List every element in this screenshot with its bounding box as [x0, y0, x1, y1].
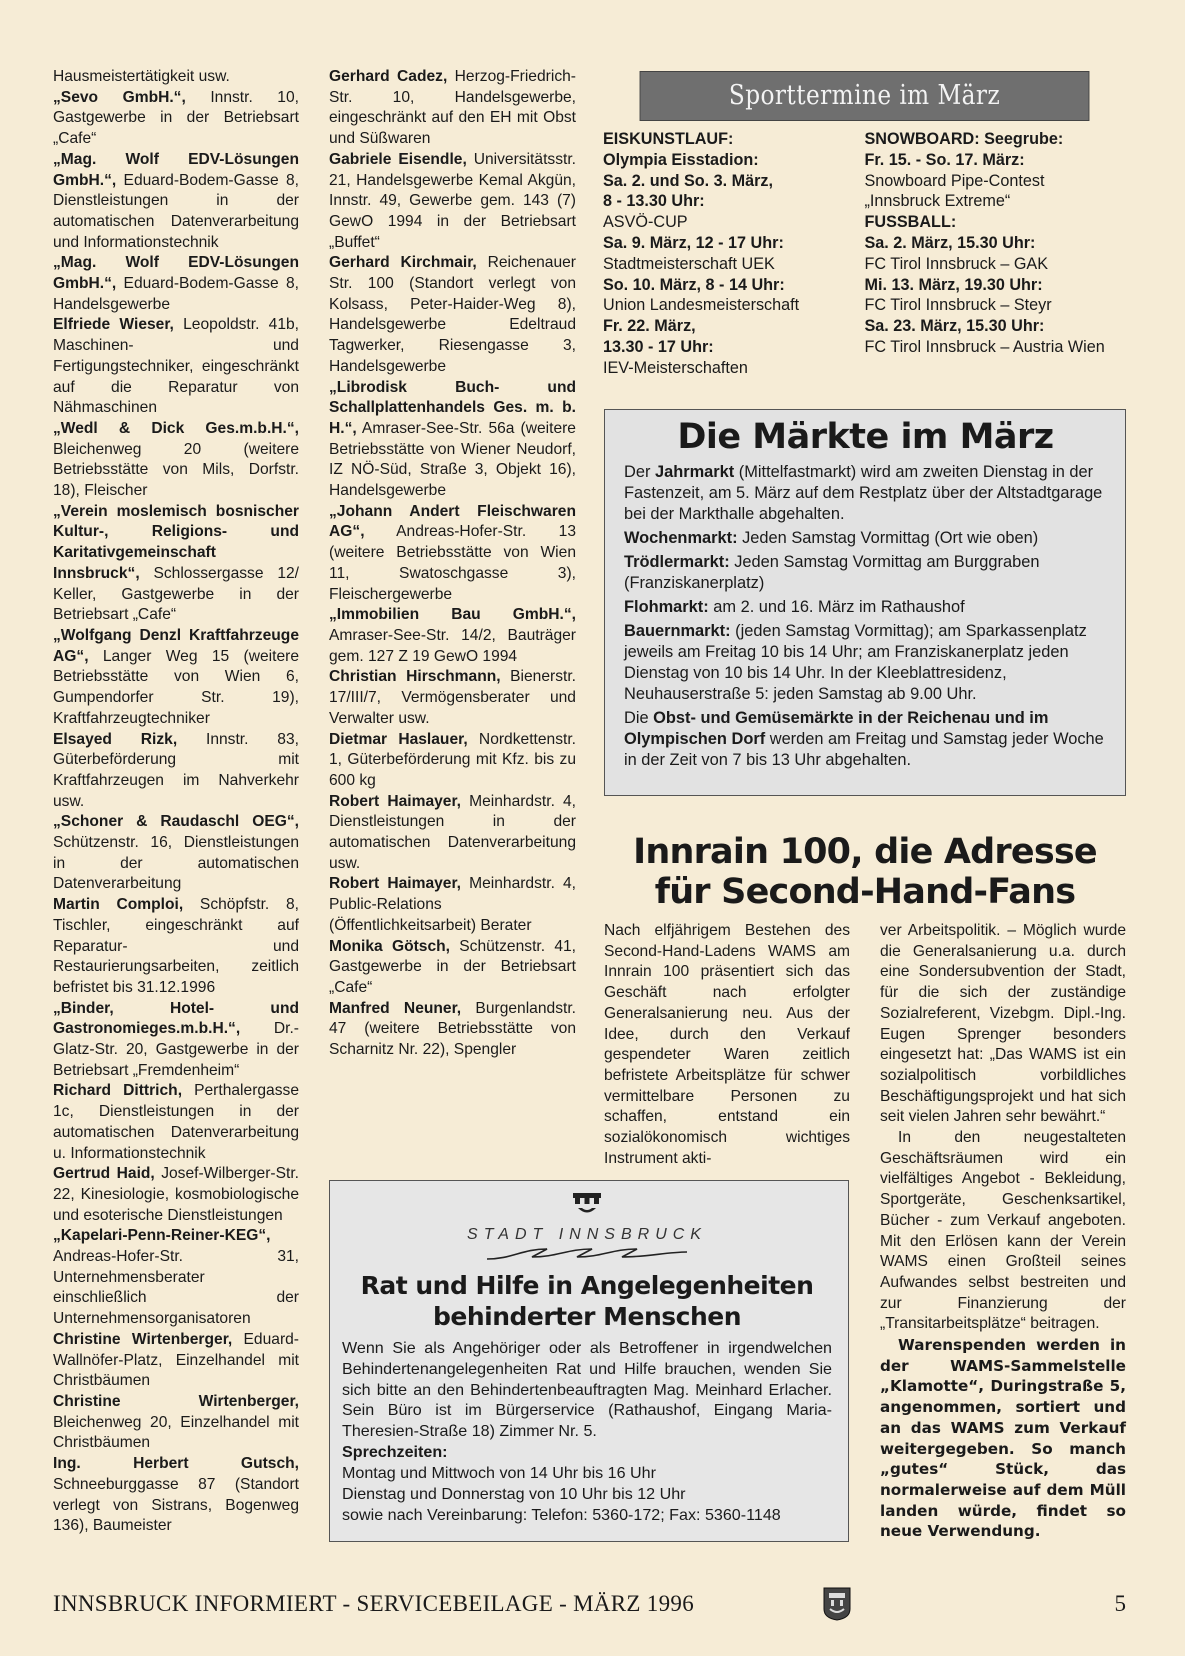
market-entry	[624, 462, 1107, 525]
business-details: Bienerstr. 17/III/7, Vermögensberater und Verwalter usw.	[329, 668, 577, 727]
market-details: Jeden Samstag Vormittag (Ort wie oben)	[737, 529, 1039, 547]
business-name: „Binder, Hotel- und Gastronomieges.m.b.H.“,	[53, 999, 299, 1038]
business-details: Eduard-Bodem-Gasse 8, Handelsgewerbe	[53, 275, 299, 313]
business-name: „Sevo GmbH.“,	[53, 88, 186, 106]
business-name: „Immobilien Bau GmbH.“,	[329, 606, 576, 624]
business-list-column-2	[329, 67, 576, 1061]
business-name: Gabriele Eisendle,	[329, 150, 467, 168]
sport-date-line: 13.30 - 17 Uhr:	[603, 337, 714, 356]
business-entry	[329, 150, 576, 254]
business-entry	[329, 937, 576, 999]
sport-date-line: 8 - 13.30 Uhr:	[603, 192, 705, 211]
market-name: Obst- und Gemüsemärkte in der Reichenau und im Olympischen Dorf	[624, 709, 1049, 748]
business-entry	[329, 502, 576, 606]
market-details: werden am Freitag und Samstag jeder Woche in der Zeit von 7 bis 13 Uhr abgehalten.	[624, 730, 1104, 769]
business-entry	[53, 253, 299, 315]
business-details: Nordkettenstr. 1, Güterbeförderung mit Kfz. bis zu 600 kg	[329, 730, 576, 789]
sport-dates-right	[865, 129, 1127, 379]
business-details: Schöpfstr. 8, Tischler, eingeschränkt auf Reparatur- und Restaurierungsarbeiten, zeitlich befristet bis 31.12.1996	[53, 896, 299, 996]
market-details: (jeden Samstag Vormittag); am Sparkassenplatz jeweils am Freitag 10 bis 14 Uhr; am Franziskanerplatz jeden Dienstag von 10 bis 14 Uhr. In der Kleeblattresidenz, Neuhauserstraße 5: jeden Samstag ab 9.00 Uhr.	[624, 622, 1087, 703]
business-details: Meinhardstr. 4, Public-Relations (Öffentlichkeitsarbeit) Berater	[329, 875, 576, 934]
market-name: Wochenmarkt:	[624, 529, 738, 547]
business-details: Andreas-Hofer-Str. 13 (weitere Betriebsstätte von Wien 11, Swatoschgasse 3), Fleischergewerbe	[329, 523, 576, 603]
market-entry	[624, 528, 1107, 549]
business-name: Ing. Herbert Gutsch,	[53, 1455, 299, 1473]
business-name: Christine Wirtenberger,	[53, 1330, 233, 1348]
sport-date-line: FC Tirol Innsbruck – Steyr	[864, 296, 1052, 315]
business-entry	[53, 1164, 299, 1226]
innrain-paragraph-2: In den neugestalteten Geschäftsräumen wird ein vielfältiges Angebot - Bekleidung, Sportgeräte, Geschenksartikel, Bücher - zum Verkauf angeboten. Mit den Erlösen kann der Verein WAMS einen Großteil seines Aufwandes selbst bestreiten und zur Finanzierung der „Transitarbeitsplätze“ beitragen.	[880, 1129, 1126, 1333]
market-details: (Mittelfastmarkt) wird am zweiten Dienstag in der Fastenzeit, am 5. März auf dem Restplatz über der Altstadtgarage bei der Markthalle abgehalten.	[624, 463, 1103, 523]
business-name: „Verein moslemisch bosnischer Kultur-, Religions- und Karitativgemeinschaft Innsbruck“,	[53, 502, 299, 582]
business-details: Perthalergasse 1c, Dienstleistungen in der automatischen Datenverarbeitung u. Informationstechnik	[53, 1082, 299, 1162]
business-details: Eduard-Wallnöfer-Platz, Einzelhandel mit Christbäumen	[53, 1330, 300, 1390]
business-details: Amraser-See-Str. 56a (weitere Betriebsstätte von Wiener Neudorf, IZ NÖ-Süd, Straße 3, Objekt 16), Handelsgewerbe	[329, 419, 576, 500]
business-details: Hausmeistertätigkeit usw.	[53, 68, 230, 85]
business-entry	[53, 419, 299, 502]
business-details: Reichenauer Str. 100 (Standort verlegt von Kolsass, Peter-Haider-Weg 8), Handelsgewerbe Edeltraud Tagwerker, Riesengasse 3, Handelsgewerbe	[329, 254, 576, 375]
business-entry	[53, 1081, 299, 1164]
business-entry	[53, 502, 299, 626]
business-entry	[329, 605, 576, 667]
office-hours-line-3: sowie nach Vereinbarung: Telefon: 5360-172; Fax: 5360-1148	[342, 1505, 781, 1524]
business-entry	[53, 812, 299, 895]
footer-title: INNSBRUCK INFORMIERT - SERVICEBEILAGE - MÄRZ 1996	[53, 1591, 695, 1616]
markets-box	[604, 409, 1126, 796]
business-name: „Mag. Wolf EDV-Lösungen GmbH.“,	[53, 150, 299, 189]
business-entry	[53, 1392, 299, 1454]
business-details: Amraser-See-Str. 14/2, Bauträger gem. 127 Z 19 GewO 1994	[329, 626, 576, 665]
sport-date-line: Fr. 22. März,	[603, 317, 696, 336]
business-entry	[329, 67, 576, 150]
business-name: „Librodisk Buch- und Schallplattenhandels Ges. m. b. H.“,	[329, 378, 576, 437]
market-entry	[624, 708, 1107, 771]
business-name: „Schoner & Raudaschl OEG“,	[53, 813, 299, 831]
business-entry	[329, 999, 576, 1061]
sport-date-line: FUSSBALL:	[864, 213, 957, 232]
business-entry	[53, 999, 299, 1082]
innrain-article-col-1: Nach elfjährigem Bestehen des Second-Hand-Ladens WAMS am Innrain 100 präsentiert sich das Geschäft nach erfolgter Generalsanierung neu. Aus der Idee, durch den Verkauf gespendeter Waren zeitlich befristete Arbeitsplätze für schwer vermittelbare Personen zu schaffen, entstand ein sozialökonomisch wichtiges Instrument akti-	[604, 922, 850, 1167]
office-hours-line-2: Dienstag und Donnerstag von 10 Uhr bis 12 Uhr	[342, 1485, 686, 1504]
business-details: Bleichenweg 20, Einzelhandel mit Christbäumen	[53, 1413, 299, 1452]
business-name: Christian Hirschmann,	[329, 668, 501, 686]
business-details: Herzog-Friedrich-Str. 10, Handelsgewerbe, eingeschränkt auf den EH mit Obst und Süßwaren	[329, 68, 576, 148]
sport-date-line: Sa. 23. März, 15.30 Uhr:	[864, 317, 1045, 336]
business-entry	[329, 730, 576, 792]
business-details: Bleichenweg 20 (weitere Betriebsstätte von Mils, Dorfstr. 18), Fleischer	[53, 440, 299, 500]
innrain-article-title	[604, 832, 1126, 912]
innrain-title-line-1: Innrain 100, die Adresse	[633, 832, 1097, 872]
business-entry	[53, 67, 299, 88]
sport-date-line: ASVÖ-CUP	[603, 213, 688, 232]
business-details: Langer Weg 15 (weitere Betriebsstätte von Wien 6, Gumpendorfer Str. 19), Kraftfahrzeugtechniker	[53, 647, 299, 727]
business-name: „Johann Andert Fleischwaren AG“,	[329, 502, 576, 541]
page-footer	[53, 1584, 1126, 1624]
business-details: Innstr. 10, Gastgewerbe in der Betriebsart „Cafe“	[53, 88, 299, 148]
business-name: Christine Wirtenberger,	[53, 1393, 299, 1410]
sport-dates-box	[603, 71, 1126, 379]
business-name: Dietmar Haslauer,	[329, 730, 468, 748]
city-crest-icon	[823, 1587, 851, 1634]
business-details: Andreas-Hofer-Str. 31, Unternehmensberater einschließlich der Unternehmensorganisatoren	[53, 1248, 299, 1328]
city-name: STADT INNSBRUCK	[467, 1225, 707, 1243]
business-details: Schützenstr. 16, Dienstleistungen in der automatischen Datenverarbeitung	[53, 834, 299, 893]
page-number: 5	[1114, 1591, 1126, 1616]
business-name: Gertrud Haid,	[53, 1165, 155, 1183]
wave-ornament-icon	[342, 1246, 832, 1268]
business-entry	[329, 874, 576, 936]
innsbruck-logo-icon	[342, 1191, 832, 1223]
business-entry	[53, 150, 299, 254]
disability-help-title	[342, 1270, 832, 1332]
market-details: Jeden Samstag Vormittag am Burggraben (Franziskanerplatz)	[624, 553, 1040, 592]
business-entry	[53, 88, 299, 150]
business-entry	[53, 315, 299, 419]
sport-date-line: Sa. 2. März, 15.30 Uhr:	[864, 233, 1036, 252]
innrain-article-col-2	[880, 921, 1126, 1542]
business-details: Eduard-Bodem-Gasse 8, Dienstleistungen in der automatischen Datenverarbeitung und Informationstechnik	[53, 171, 299, 251]
sport-date-line: IEV-Meisterschaften	[603, 358, 748, 377]
business-entry	[53, 730, 299, 813]
sport-date-line: FC Tirol Innsbruck – Austria Wien	[864, 337, 1105, 356]
sport-date-line: FC Tirol Innsbruck – GAK	[864, 254, 1049, 273]
business-name: Richard Dittrich,	[53, 1082, 183, 1100]
sport-date-line: Olympia Eisstadion:	[603, 150, 759, 169]
market-details: am 2. und 16. März im Rathaushof	[708, 598, 965, 616]
business-list-column-1	[53, 67, 299, 1537]
business-name: „Wolfgang Denzl Kraftfahrzeuge AG“,	[53, 626, 299, 665]
sport-date-line: „Innsbruck Extreme“	[864, 192, 1011, 211]
business-name: Robert Haimayer,	[329, 792, 462, 810]
innrain-paragraph-1: ver Arbeitspolitik. – Möglich wurde die Generalsanierung u.a. durch eine Sondersubvention der Stadt, für die sich der zuständige Sozialreferent, Vizebgm. Dipl.-Ing. Eugen Sprenger besonders eingesetzt hat: „Das WAMS ist ein sozialpolitisch vorbildliches Beschäftigungsprojekt und hat sich seit vielen Jahren sehr bewährt.“	[880, 922, 1126, 1126]
business-name: Manfred Neuner,	[329, 999, 462, 1017]
sport-date-line: Sa. 9. März, 12 - 17 Uhr:	[603, 233, 784, 252]
business-entry	[53, 895, 299, 999]
business-details: Burgenlandstr. 47 (weitere Betriebsstätte von Scharnitz Nr. 22), Spengler	[329, 999, 576, 1059]
market-prefix: Die	[624, 709, 654, 727]
business-name: Gerhard Kirchmair,	[329, 254, 477, 272]
business-entry	[53, 626, 299, 730]
market-name: Trödlermarkt:	[624, 553, 730, 571]
business-details: Leopoldstr. 41b, Maschinen- und Fertigungstechniker, eingeschränkt auf die Reparatur von Nähmaschinen	[53, 316, 299, 417]
disability-help-title-line-1: Rat und Hilfe in Angelegenheiten	[360, 1270, 814, 1300]
sport-date-line: SNOWBOARD: Seegrube:	[864, 130, 1064, 148]
business-details: Josef-Wilberger-Str. 22, Kinesiologie, kosmobiologische und esoterische Dienstleistungen	[53, 1165, 299, 1224]
business-name: Elfriede Wieser,	[53, 316, 174, 334]
market-name: Bauernmarkt:	[624, 622, 731, 640]
innrain-title-line-2: für Second-Hand-Fans	[654, 872, 1076, 912]
market-name: Flohmarkt:	[624, 598, 709, 616]
sport-date-line: Mi. 13. März, 19.30 Uhr:	[864, 275, 1043, 294]
sport-dates-left	[603, 129, 865, 379]
business-name: Elsayed Rizk,	[53, 730, 178, 748]
sport-date-line: Snowboard Pipe-Contest	[864, 171, 1045, 190]
sport-date-line: Stadtmeisterschaft UEK	[603, 254, 775, 273]
disability-help-body: Wenn Sie als Angehöriger oder als Betroffener in irgendwelchen Behindertenangelegenheiten Rat und Hilfe brauchen, wenden Sie sich bitte an den Behindertenbeauftragten Mag. Meinhard Erlacher. Sein Büro ist im Bürgerservice (Rathaushof, Eingang Maria-Theresien-Straße 18) Zimmer Nr. 5.	[342, 1338, 832, 1441]
business-name: Monika Götsch,	[329, 937, 451, 955]
business-details: Schlossergasse 12/ Keller, Gastgewerbe in der Betriebsart „Cafe“	[53, 564, 299, 624]
sport-date-line: Sa. 2. und So. 3. März,	[603, 171, 774, 190]
markets-title: Die Märkte im März	[677, 417, 1054, 457]
office-hours-label: Sprechzeiten:	[342, 1443, 448, 1462]
business-name: „Wedl & Dick Ges.m.b.H.“,	[53, 419, 299, 437]
business-name: „Kapelari-Penn-Reiner-KEG“,	[53, 1227, 271, 1245]
business-entry	[329, 253, 576, 377]
sport-date-line: Fr. 15. - So. 17. März:	[864, 150, 1025, 169]
office-hours-line-1: Montag und Mittwoch von 14 Uhr bis 16 Uhr	[342, 1464, 656, 1483]
sport-date-line: So. 10. März, 8 - 14 Uhr:	[603, 275, 785, 294]
market-prefix: Der	[624, 463, 655, 481]
business-name: Gerhard Cadez,	[329, 68, 448, 85]
disability-help-box	[329, 1180, 849, 1542]
business-entry	[329, 378, 576, 502]
sport-date-line: Union Landesmeisterschaft	[603, 296, 800, 315]
innrain-paragraph-3: Warenspenden werden in der WAMS-Sammelstelle „Klamotte“, Duringstraße 5, angenommen, sortiert und an das WAMS zum Verkauf weitergegeben. So manch „gutes“ Stück, das normalerweise auf dem Müll landen würde, findet so neue Verwendung.	[880, 1336, 1126, 1541]
business-details: Universitätsstr. 21, Handelsgewerbe Kemal Akgün, Innstr. 49, Gewerbe gem. 143 (7) GewO 1994 in der Betriebsart „Buffet“	[329, 150, 576, 251]
business-entry	[53, 1226, 299, 1330]
market-entry	[624, 552, 1107, 594]
business-details: Meinhardstr. 4, Dienstleistungen in der automatischen Datenverarbeitung usw.	[329, 792, 576, 872]
business-name: „Mag. Wolf EDV-Lösungen GmbH.“,	[53, 254, 299, 293]
business-details: Schützenstr. 41, Gastgewerbe in der Betriebsart „Cafe“	[329, 937, 576, 996]
business-details: Dr.-Glatz-Str. 20, Gastgewerbe in der Betriebsart „Fremdenheim“	[53, 1020, 299, 1079]
market-entry	[624, 621, 1107, 705]
business-entry	[329, 667, 576, 729]
market-name: Jahrmarkt	[654, 463, 735, 481]
business-details: Innstr. 83, Güterbeförderung mit Kraftfahrzeugen im Nahverkehr usw.	[53, 730, 299, 810]
business-details: Schneeburggasse 87 (Standort verlegt von Sistrans, Bogenweg 136), Baumeister	[53, 1475, 299, 1535]
business-name: Martin Comploi,	[53, 896, 184, 914]
sport-dates-title: Sporttermine im März	[640, 71, 1090, 121]
business-entry	[53, 1330, 299, 1392]
market-entry	[624, 597, 1107, 618]
business-name: Robert Haimayer,	[329, 875, 462, 893]
business-entry	[329, 792, 576, 875]
business-entry	[53, 1454, 299, 1537]
sport-date-line: EISKUNSTLAUF:	[603, 130, 734, 148]
disability-help-title-line-2: behinderter Menschen	[432, 1301, 742, 1331]
